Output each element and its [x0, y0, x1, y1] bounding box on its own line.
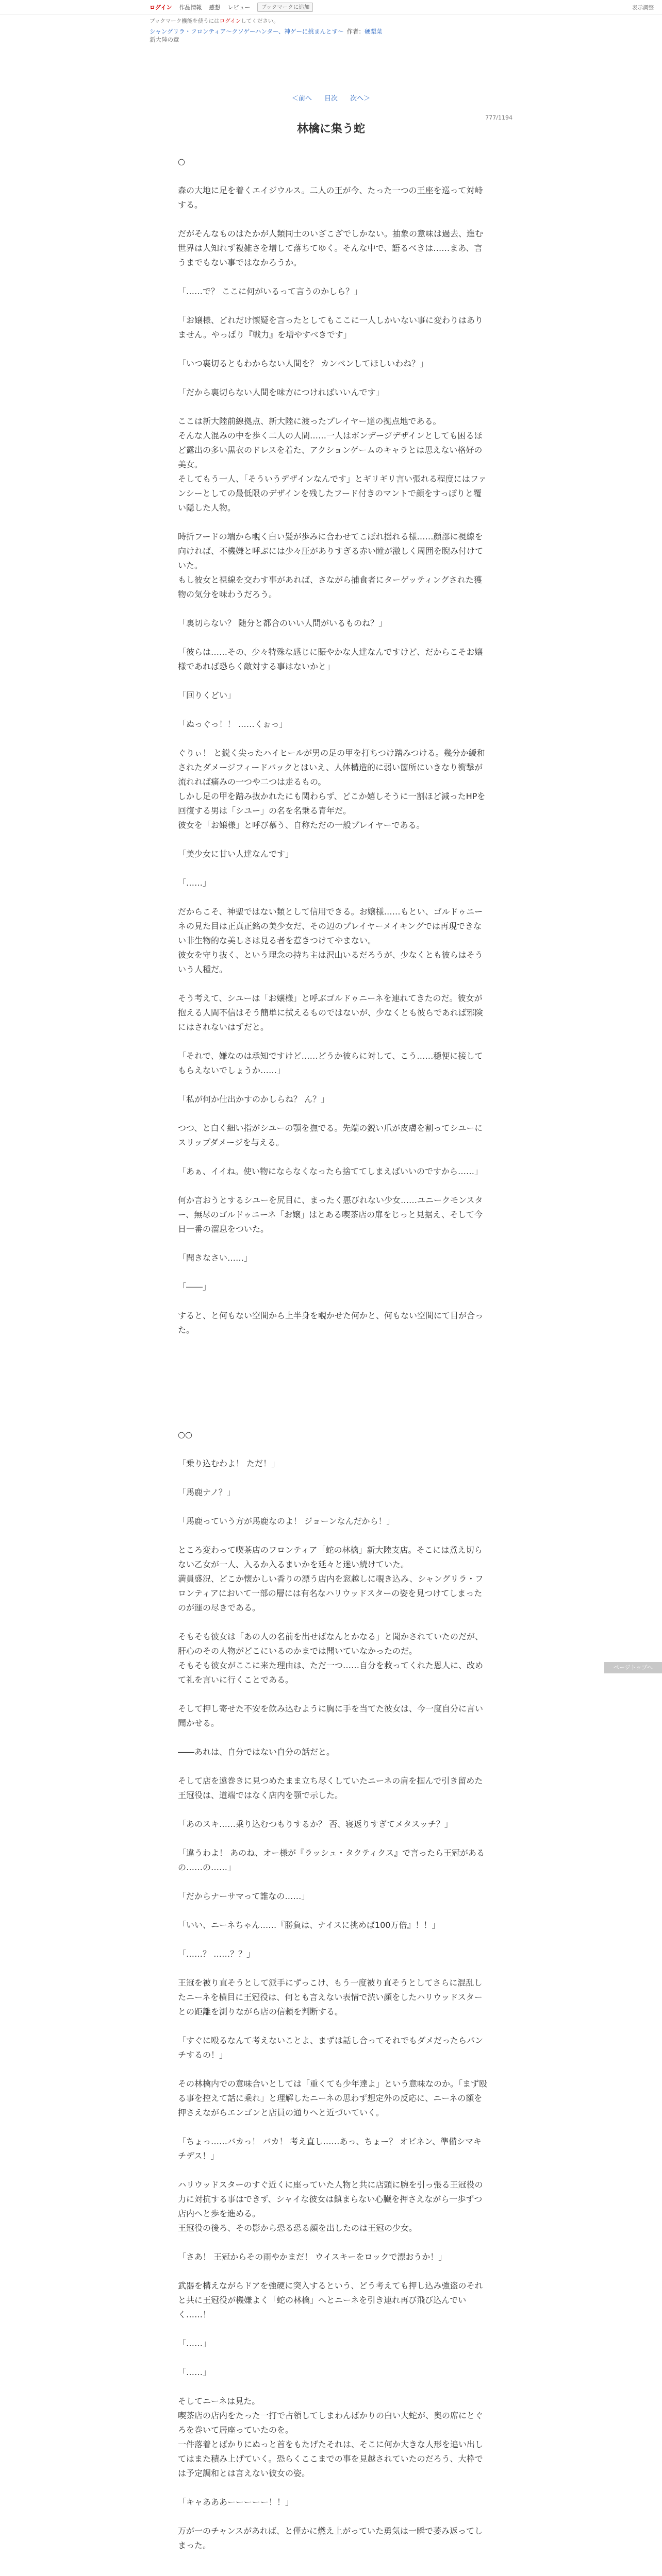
page-top-button[interactable]: ページトップへ — [604, 1662, 662, 1673]
text-line: 「聞きなさい……」 — [178, 1253, 253, 1263]
paragraph — [178, 905, 487, 977]
text-line: 「キャあああーーーーー！！」 — [178, 2497, 294, 2507]
paragraph — [178, 847, 487, 861]
next-episode-link[interactable]: 次へ＞ — [350, 95, 371, 103]
text-line: 「乗り込むわよ！ ただ！」 — [178, 1459, 280, 1468]
text-line: そもそも彼女は「あの人の名前を出せばなんとかなる」と聞かされていたのだが、肝心のその人物がどこにいるのかまでは聞いていなかったのだ。 — [178, 1632, 484, 1656]
text-line: ここは新大陸前線拠点、新大陸に渡ったプレイヤー達の拠点地である。 — [178, 416, 441, 426]
scene-marker: ○○ — [178, 1430, 192, 1439]
text-line: そもそも彼女がここに来た理由は、ただ一つ……自分を救ってくれた恩人に、改めて礼を言いに行くことである。 — [178, 1660, 484, 1685]
paragraph — [178, 2250, 487, 2264]
notice-prefix: ブックマーク機能を使うには — [150, 18, 220, 24]
text-line: 「すぐに殴るなんて考えないことよ、まずは話し合ってそれでもダメだったらパンチするの！」 — [178, 2036, 484, 2060]
text-line: 「馬鹿ナノ？」 — [178, 1487, 235, 1497]
text-line: 「あのスキ……乗り込むつもりするか？ 否、寝返りすぎてメタスッチ？」 — [178, 1819, 453, 1829]
paragraph — [178, 1092, 487, 1107]
paragraph — [178, 717, 487, 732]
paragraph — [178, 1947, 487, 1961]
paragraph — [178, 313, 487, 342]
paragraph — [178, 284, 487, 299]
paragraph — [178, 2365, 487, 2380]
text-line: 万が一のチャンスがあれば、と僅かに燃え上がっていた勇気は一瞬で萎み返ってしまった。 — [178, 2526, 483, 2550]
paragraph — [178, 616, 487, 631]
text-line: そしてニーネは見た。 — [178, 2396, 260, 2406]
paragraph — [178, 1280, 487, 1294]
text-line: 「だからナーサマって誰なの……」 — [178, 1891, 310, 1901]
paragraph — [178, 2495, 487, 2510]
paragraph — [178, 1846, 487, 1875]
episode-number: 777/1194 — [485, 114, 512, 121]
paragraph — [178, 1774, 487, 1803]
paragraph — [178, 1702, 487, 1731]
paragraph — [178, 1889, 487, 1904]
paragraph — [178, 1485, 487, 1500]
paragraph — [178, 1543, 487, 1615]
notice-login-link[interactable]: ログイン — [219, 18, 241, 24]
text-line: ところ変わって喫茶店のフロンティア「蛇の林檎」新大陸支店。そこには煮え切らない乙女が一人、入るか入るまいかを延々と迷い続けていた。 — [178, 1545, 483, 1569]
text-line: 「馬鹿っていう方が馬鹿なのよ！ ジョーンなんだから！」 — [178, 1516, 395, 1526]
paragraph — [178, 2279, 487, 2322]
table-of-contents-link[interactable]: 目次 — [324, 95, 338, 103]
chapter-title: 新大陸の章 — [150, 36, 179, 43]
paragraph — [178, 1049, 487, 1078]
author-label: 作者： — [346, 28, 365, 35]
text-line: 王冠役の後ろ、その影から恐る恐る顔を出したのは王冠の少女。 — [178, 2223, 418, 2233]
text-line: 「……」 — [178, 2367, 211, 2377]
scene-section — [178, 155, 487, 1337]
text-line: 「さあ！ 王冠からその雨やかまだ！ ウイスキーをロックで漂おうか！」 — [178, 2252, 447, 2262]
add-bookmark-button[interactable]: ブックマークに追加 — [257, 3, 313, 12]
text-line: 何か言おうとするシユーを尻目に、まったく悪びれない少女……ユニークモンスター、無尽のゴルドゥニーネ「お嬢」はとある喫茶店の扉をじっと見据え、そして今日一番の溜息をついた。 — [178, 1195, 483, 1234]
top-nav — [150, 3, 313, 12]
text-line: 喫茶店の店内をたった一打で占領してしまわんばかりの白い大蛇が、奥の席にとぐろを巻いて居座っていたのを。 — [178, 2411, 484, 2435]
prev-episode-link[interactable]: ＜前へ — [291, 95, 312, 103]
paragraph — [178, 645, 487, 674]
paragraph — [178, 876, 487, 890]
text-line: 時折フードの端から覗く白い髪が歩みに合わせてこぼれ揺れる様……顔部に視線を向ければ、不機嫌と呼ぶには少々圧がありすぎる赤い瞳が激しく周囲を睨み付けていた。 — [178, 532, 484, 570]
text-line: 「あぁ、イイね。使い物にならなくなったら捨ててしまえばいいのですから……」 — [178, 1166, 483, 1176]
paragraph — [178, 688, 487, 703]
scene-marker: ○ — [178, 157, 185, 166]
text-line: そんな人混みの中を歩く二人の人間……一人はボンデージデザインとしても困るほど露出の多い黒衣のドレスを着た、アクションゲームのキャラとは思えない格好の美女。 — [178, 431, 483, 469]
paragraph — [178, 2077, 487, 2120]
text-line: 「違うわよ！ あのね、オー様が『ラッシュ・タクティクス』で言ったら王冠があるの……の……」 — [178, 1848, 485, 1872]
text-line: ぐりぃ！ と鋭く尖ったハイヒールが男の足の甲を打ちつけ踏みつける。幾分か緩和されたダメージフィードバックとはいえ、人体構造的に弱い箇所にいきなり衝撃が流れれば痛みの一つや二つは走るもの。 — [178, 748, 485, 787]
nav-impressions[interactable]: 感想 — [209, 4, 221, 11]
paragraph — [178, 1193, 487, 1236]
text-line: 彼女を守り抜く、という理念の持ち主は沢山いるだろうが、少なくとも彼らはそういう人種だ。 — [178, 950, 483, 974]
text-line: 「……？ ……？？」 — [178, 1949, 255, 1959]
paragraph — [178, 1121, 487, 1150]
text-line: 「回りくどい」 — [178, 690, 236, 700]
paragraph — [178, 1976, 487, 2019]
text-line: もし彼女と視線を交わす事があれば、さながら捕食者にターゲッティングされた獲物の気分を味わうだろう。 — [178, 575, 482, 599]
display-settings-link[interactable]: 表示調整 — [632, 5, 654, 11]
text-line: 「ぬっぐっ！！ ……くぉっ」 — [178, 719, 288, 729]
paragraph — [178, 1817, 487, 1832]
nav-reviews[interactable]: レビュー — [227, 4, 251, 11]
paragraph — [178, 357, 487, 371]
text-line: 「それで、嫌なのは承知ですけど……どうか彼らに対して、こう……穏便に接してもらえないでしょうか……」 — [178, 1051, 483, 1075]
paragraph — [178, 385, 487, 400]
text-line: 「いつ裏切るともわからない人間を？ カンベンしてほしいわね？」 — [178, 359, 428, 368]
series-line — [150, 27, 512, 36]
paragraph — [178, 2033, 487, 2062]
episode-title: 林檎に集う蛇 — [296, 123, 365, 135]
text-line: そして押し寄せた不安を飲み込むように胸に手を当てた彼女は、今一度自分に言い聞かせる。 — [178, 1704, 484, 1728]
paragraph — [178, 1309, 487, 1337]
text-line: 「……で？ ここに何がいるって言うのかしら？」 — [178, 286, 362, 296]
text-line: だがそんなものはたかが人類同士のいざこざでしかない。抽象の意味は過去、進む世界は人知れず複雑さを増して落ちてゆく。そんな中で、語るべきは……まあ、言うまでもない事ではなかろうか。 — [178, 229, 484, 267]
text-line: すると、と何もない空間から上半身を覗かせた何かと、何もない空間にて目が合った。 — [178, 1311, 484, 1335]
text-line: 「美少女に甘い人達なんです」 — [178, 849, 294, 859]
text-line: 「私が何か仕出かすのかしらね？ ん？」 — [178, 1094, 329, 1104]
top-bar — [0, 0, 662, 14]
paragraph — [178, 414, 487, 515]
text-line: だからこそ、神聖ではない類として信用できる。お嬢様……もとい、ゴルドゥニーネの見た目は正真正銘の美少女だ、その辺のプレイヤーメイキングでは再現できない非生物的な美しさは見る者を惹きつけてやまない。 — [178, 907, 483, 945]
text-line: 彼女を「お嬢様」と呼び慕う、自称ただの一般プレイヤーである。 — [178, 820, 425, 830]
text-line: ハリウッドスターのすぐ近くに座っていた人物と共に店頭に腕を引っ張る王冠役の力に対抗する事はできず、シャイな彼女は鎮まらない心臓を押さえながら一歩ずつ店内へと歩を進める。 — [178, 2180, 483, 2218]
text-line: しかし足の甲を踏み抜かれたにも関わらず、どこか嬉しそうに一割ほど減ったHPを回復する男は「シユー」の名を名乗る青年だ。 — [178, 791, 486, 816]
paragraph — [178, 2524, 487, 2553]
text-line: 武器を構えながらドアを強硬に突入するという、どう考えても押し込み強盗のそれと共に王冠役が機嫌よく「蛇の林檎」へとニーネを引き連れ再び飛び込んでいく……！ — [178, 2281, 483, 2319]
novel-body — [178, 155, 487, 2576]
bookmark-login-notice — [150, 17, 279, 25]
paragraph — [178, 530, 487, 602]
text-line: 「裏切らない？ 随分と都合のいい人間がいるものね？」 — [178, 618, 387, 628]
paragraph — [178, 1456, 487, 1471]
text-line: 一件落着とばかりにぬっと首をもたげたそれは、そこに何か大きな人形を追い出してはまた積み上げていく。恐らくここまでの事を見越されていたのだろう、大枠では予定調和とは言えない彼女の姿。 — [178, 2439, 484, 2478]
text-line: 「……」 — [178, 878, 211, 888]
paragraph — [178, 2178, 487, 2235]
nav-work-info[interactable]: 作品情報 — [179, 4, 202, 11]
text-line: そして店を遠巻きに見つめたまま立ち尽くしていたニーネの肩を掴んで引き留めた王冠役は、道端ではなく店内を顎で示した。 — [178, 1776, 483, 1800]
text-line: 「ちょっ……バカっ！ バカ！ 考え直し……あっ、ちょー？ オビネン、準備シマキチデス！」 — [178, 2137, 482, 2161]
series-title-link[interactable]: シャングリラ・フロンティア〜クソゲーハンター、神ゲーに挑まんとす〜 — [150, 28, 344, 35]
login-link[interactable]: ログイン — [150, 4, 172, 11]
text-line: 「彼らは……その、少々特殊な感じに賑やかな人達なんですけど、だからこそお嬢様であれば恐らく敵対する事はないかと」 — [178, 647, 483, 671]
text-line: ――あれは、自分ではない自分の話だと。 — [178, 1747, 335, 1757]
paragraph — [178, 1514, 487, 1529]
text-line: 満員盛況、どこか懐かしい香りの漂う店内を窓越しに覗き込み、シャングリラ・フロンティアにおいて一部の層には有名なハリウッドスターの姿を見つけてしまったのが運の尽きである。 — [178, 1574, 484, 1613]
text-line: 「……」 — [178, 2338, 211, 2348]
paragraph — [178, 1164, 487, 1179]
scene-section — [178, 1428, 487, 2553]
paragraph — [178, 746, 487, 833]
novel-info — [150, 27, 512, 44]
paragraph — [178, 991, 487, 1035]
text-line: そう考えて、シユーは「お嬢様」と呼ぶゴルドゥニーネを連れてきたのだ。彼女が抱える人間不信はそう簡単に拭えるものではないが、少なくとも彼らであれば邪険にはされないはずだと。 — [178, 993, 483, 1032]
text-line: 「――」 — [178, 1282, 211, 1292]
text-line: その林檎内での意味合いとしては「重くても少年達よ」という意味なのか。「まず殴る事を控えて話に乗れ」と理解したニーネの思わず想定外の反応に、ニーネの額を押さえながらエンゴンと店員の通りへと近づいていく。 — [178, 2079, 488, 2117]
author-link[interactable]: 硬梨菜 — [365, 28, 383, 35]
text-line: 森の大地に足を着くエイジウルス。二人の王が今、たった一つの王座を巡って対峙する。 — [178, 185, 483, 210]
text-line: 「いい、ニーネちゃん……『勝負は、ナイスに挑めば100万倍』！！」 — [178, 1920, 440, 1930]
paragraph — [178, 1918, 487, 1933]
text-line: 「だから裏切らない人間を味方につければいいんです」 — [178, 387, 384, 397]
episode-pager — [150, 93, 512, 103]
paragraph — [178, 2336, 487, 2351]
text-line: 王冠を被り直そうとして派手にずっこけ、もう一度被り直そうとしてさらに混乱したニーネを横目に王冠役は、何とも言えない表情で渋い顔をしたハリウッドスターとの距離を測りながら店の信頼を判断する。 — [178, 1978, 483, 2016]
paragraph — [178, 1251, 487, 1265]
paragraph — [178, 2134, 487, 2163]
text-line: 「お嬢様、どれだけ懐疑を言ったとしてもここに一人しかいない事に変わりはありません。やっぱり『戦力』を増やすべきです」 — [178, 315, 484, 340]
paragraph — [178, 2394, 487, 2481]
paragraph — [178, 183, 487, 212]
text-line: そしてもう一人、「そういうデザインなんです」とギリギリ言い張れる程度にはファンシーとしての最低限のデザインを残したフード付きのマントで顔をすっぽりと覆い隠した人物。 — [178, 474, 487, 513]
paragraph — [178, 1630, 487, 1687]
notice-suffix: してください。 — [241, 18, 279, 24]
text-line: つつ、と白く細い指がシユーの顎を撫でる。先端の鋭い爪が皮膚を割ってシユーにスリップダメージを与える。 — [178, 1123, 483, 1147]
paragraph — [178, 227, 487, 270]
paragraph — [178, 1745, 487, 1759]
